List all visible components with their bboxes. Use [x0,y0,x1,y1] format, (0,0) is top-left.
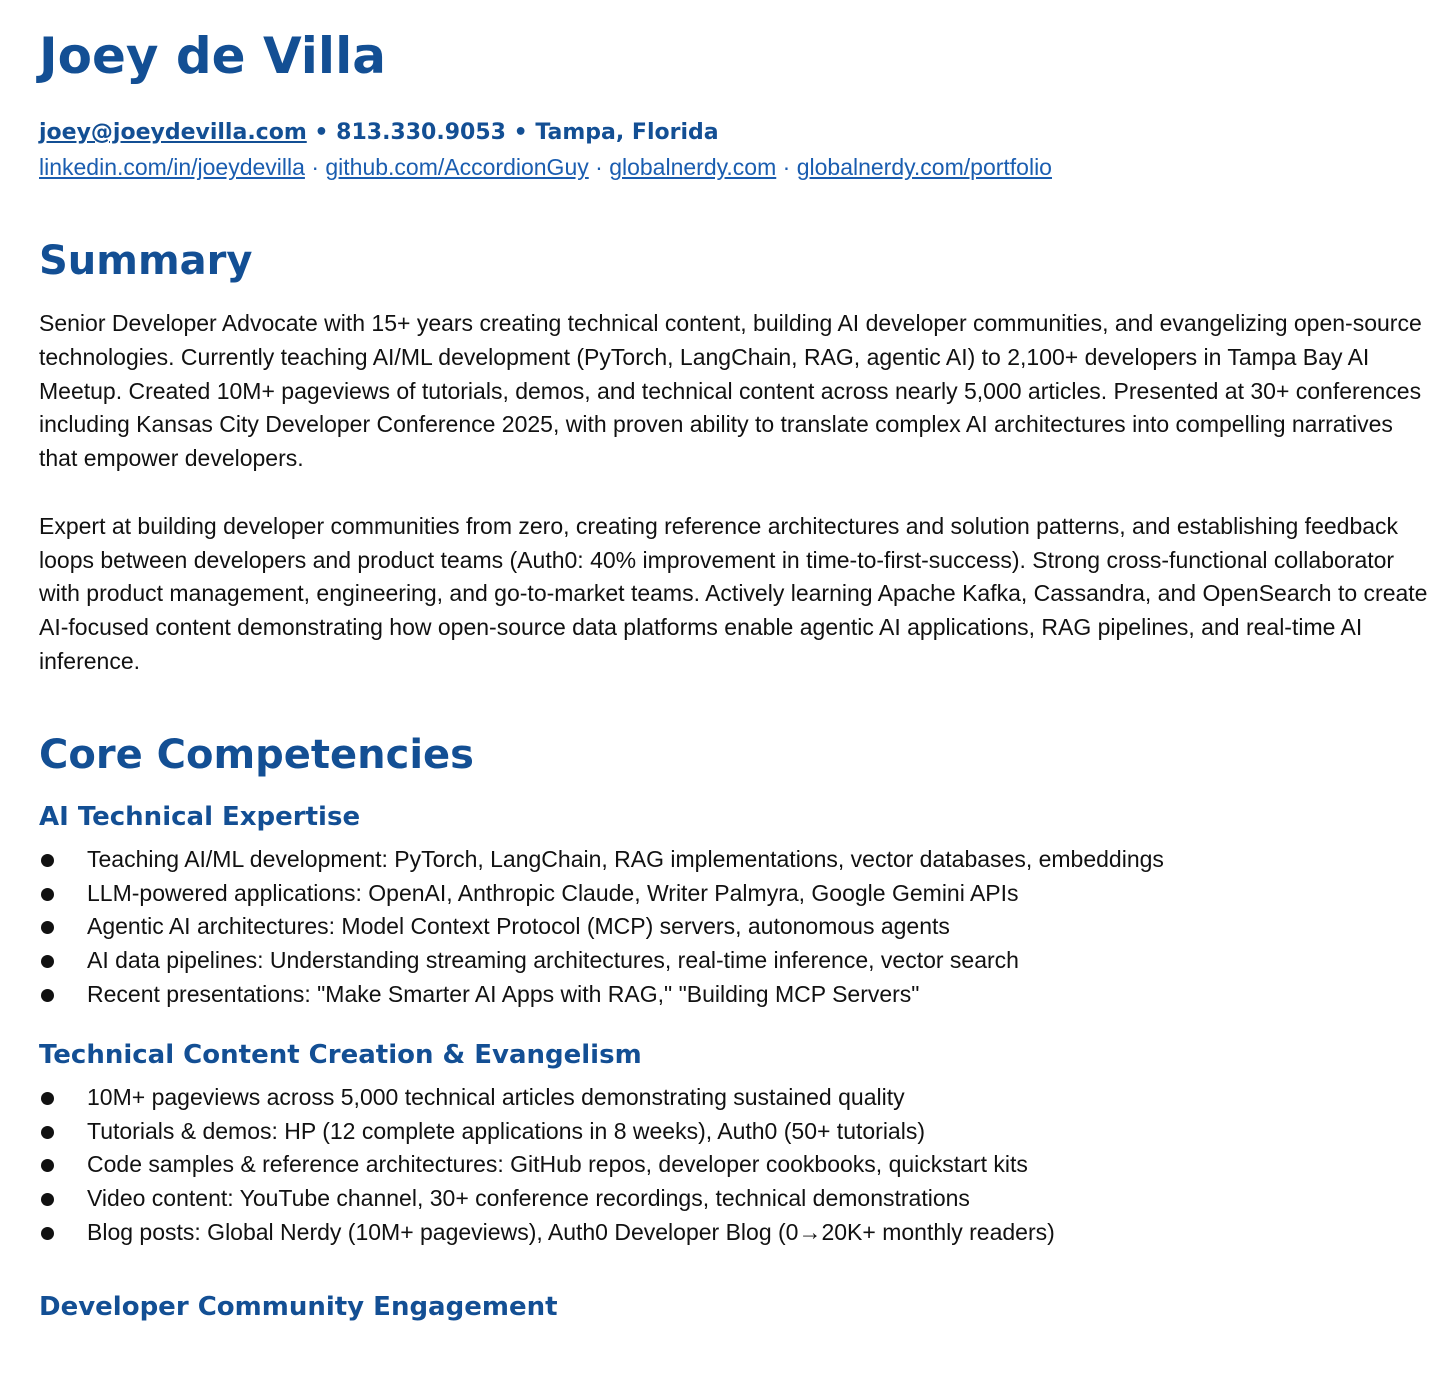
github-link[interactable]: github.com/AccordionGuy [325,154,589,180]
list-item-text: LLM-powered applications: OpenAI, Anthropic Claude, Writer Palmyra, Google Gemini APIs [87,879,1019,906]
separator-bullet: • [513,120,528,145]
list-item-text: Code samples & reference architectures: GitHub repos, developer cookbooks, quickstart kits [87,1151,1028,1178]
ai-expertise-list [39,843,1434,1012]
list-item-text: 10M+ pageviews across 5,000 technical articles demonstrating sustained quality [87,1083,905,1110]
list-item [39,1216,1434,1250]
list-item-text: Recent presentations: "Make Smarter AI Apps with RAG," "Building MCP Servers" [87,980,920,1007]
person-name: Joey de Villa [39,27,386,85]
subheading-ai-technical-expertise: AI Technical Expertise [39,801,361,832]
separator-bullet: • [314,120,329,145]
bullet-icon [41,921,54,934]
list-item [39,1081,1434,1115]
list-item [39,910,1434,944]
bullet-icon [41,1193,54,1206]
contact-block [39,116,1434,184]
email-link[interactable]: joey@joeydevilla.com [39,120,307,145]
list-item-text: Agentic AI architectures: Model Context Protocol (MCP) servers, autonomous agents [87,913,950,940]
blog-link[interactable]: globalnerdy.com [609,154,777,180]
summary-paragraph: Expert at building developer communities from zero, creating reference architectures and solution patterns, and establishing feedback loops between developers and product teams (Auth0: 40% improvement in time-to-first-success). Strong cross-functional collaborator with product management, engineering, and go-to-market teams. Actively learning Apache Kafka, Cassandra, and OpenSearch to create AI-focused content demonstrating how open-source data platforms enable agentic AI applications, RAG pipelines, and real-time AI inference. [39,512,1428,674]
link-separator: · [311,154,319,180]
list-item [39,978,1434,1012]
summary-heading: Summary [39,238,253,284]
subheading-community-engagement: Developer Community Engagement [39,1291,558,1322]
list-item [39,944,1434,978]
list-item-text: Tutorials & demos: HP (12 complete applications in 8 weeks), Auth0 (50+ tutorials) [87,1117,925,1144]
bullet-icon [41,989,54,1002]
bullet-icon [41,955,54,968]
linkedin-link[interactable]: linkedin.com/in/joeydevilla [39,154,305,180]
link-separator: · [782,154,791,180]
location: Tampa, Florida [535,120,719,145]
portfolio-link[interactable]: globalnerdy.com/portfolio [796,154,1052,180]
list-item-text: Teaching AI/ML development: PyTorch, LangChain, RAG implementations, vector databases, embeddings [87,845,1164,872]
list-item-text: Video content: YouTube channel, 30+ conference recordings, technical demonstrations [87,1185,970,1212]
contact-line-primary [39,116,1434,150]
bullet-icon [41,1126,54,1139]
list-item [39,1115,1434,1149]
contact-line-links [39,150,1434,184]
link-separator: · [595,154,603,180]
core-competencies-heading: Core Competencies [39,731,474,778]
subheading-content-creation: Technical Content Creation & Evangelism [39,1039,642,1070]
list-item [39,1182,1434,1216]
bullet-icon [41,854,54,867]
bullet-icon [41,1092,54,1105]
content-creation-list [39,1081,1434,1250]
summary-paragraph: Senior Developer Advocate with 15+ years creating technical content, building AI developer communities, and evangelizing open-source technologies. Currently teaching AI/ML development (PyTorch, LangChain, RAG, agentic AI) to 2,100+ developers in Tampa Bay AI Meetup. Created 10M+ pageviews of tutorials, demos, and technical content across nearly 5,000 articles. Presented at 30+ conferences including Kansas City Developer Conference 2025, with proven ability to translate complex AI architectures into compelling narratives that empower developers. [39,310,1422,472]
list-item-text: Blog posts: Global Nerdy (10M+ pageviews), Auth0 Developer Blog (0→20K+ monthly readers) [87,1218,1055,1245]
bullet-icon [41,888,54,901]
phone-number: 813.330.9053 [336,120,506,145]
list-item-text: AI data pipelines: Understanding streaming architectures, real-time inference, vector search [87,947,1019,974]
bullet-icon [41,1159,54,1172]
bullet-icon [41,1227,54,1240]
list-item [39,843,1434,877]
list-item [39,1148,1434,1182]
list-item [39,877,1434,911]
